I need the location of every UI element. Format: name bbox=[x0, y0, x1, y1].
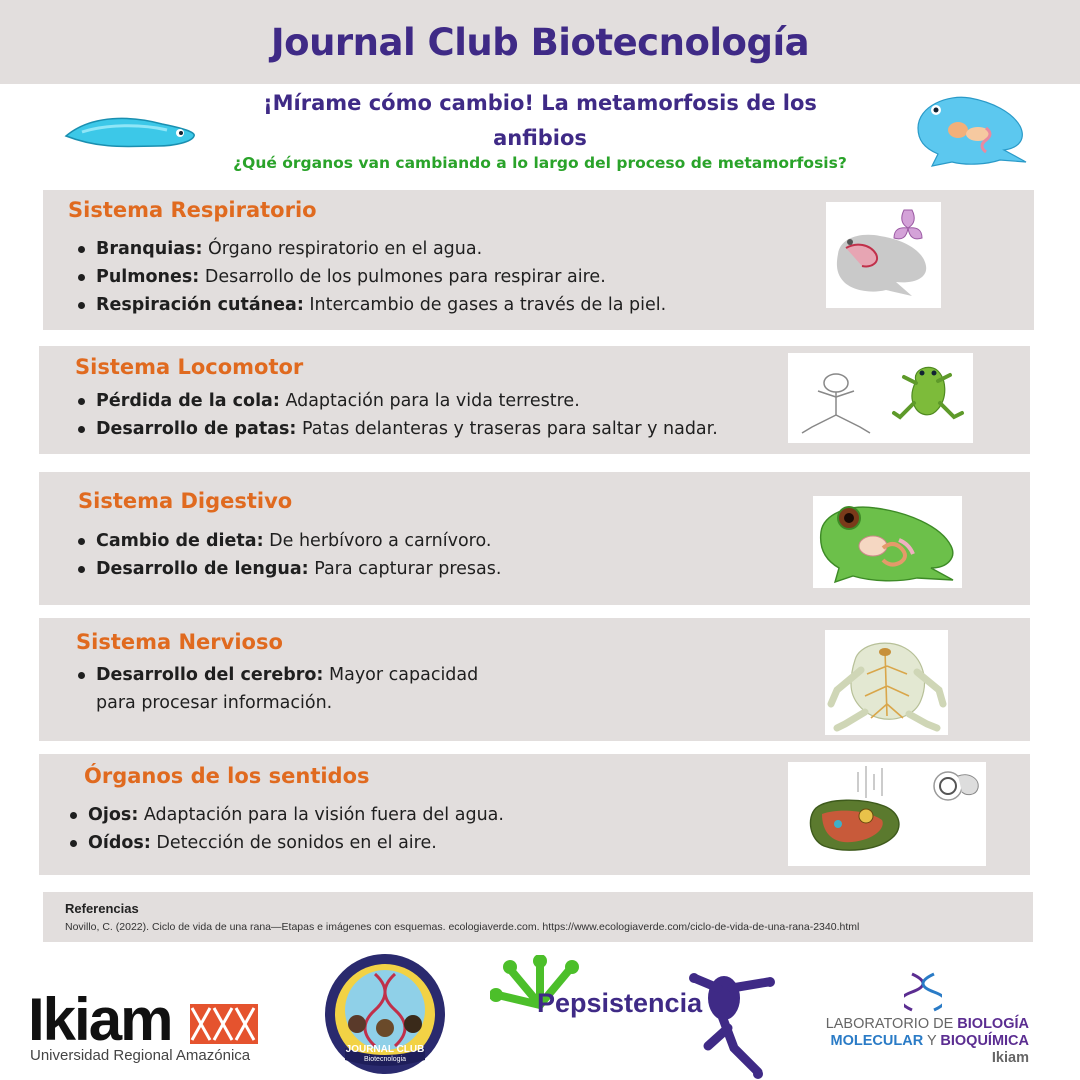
subtitle bbox=[215, 86, 865, 156]
digestive-illustration bbox=[813, 496, 962, 588]
locomotor-illustration bbox=[788, 353, 973, 443]
section-title-senses: Órganos de los sentidos bbox=[84, 764, 370, 788]
lab-logo-w5: BIOQUÍMICA bbox=[940, 1033, 1029, 1049]
card-sense-organs bbox=[39, 754, 1030, 875]
ikiam-pattern-icon bbox=[190, 1004, 258, 1044]
references-panel bbox=[43, 892, 1033, 942]
list-item: Respiración cutánea: Intercambio de gases a través de la piel. bbox=[76, 291, 666, 319]
respiratory-list bbox=[76, 235, 666, 319]
list-item: Branquias: Órgano respiratorio en el agua. bbox=[76, 235, 666, 263]
respiratory-illustration bbox=[826, 202, 941, 308]
senses-list bbox=[68, 801, 504, 857]
ikiam-logo-subtitle: Universidad Regional Amazónica bbox=[30, 1047, 251, 1064]
lab-logo-w6: Ikiam bbox=[991, 1050, 1029, 1066]
list-item: Desarrollo del cerebro: Mayor capacidad para procesar información. bbox=[76, 661, 506, 717]
ikiam-logo-wordmark: Ikiam bbox=[28, 986, 172, 1053]
list-item: Cambio de dieta: De herbívoro a carnívoro. bbox=[76, 527, 501, 555]
subtitle-line-1: ¡Mírame cómo cambio! La metamorfosis de los bbox=[263, 91, 817, 115]
lab-logo-w4: Y bbox=[923, 1033, 941, 1049]
section-title-digestive: Sistema Digestivo bbox=[78, 489, 293, 513]
subtitle-line-2: anfibios bbox=[493, 126, 587, 150]
nervous-illustration bbox=[825, 630, 948, 735]
lab-logo-w1: LABORATORIO DE bbox=[825, 1016, 958, 1032]
journal-club-logo-line2: Biotecnologia bbox=[363, 1056, 407, 1063]
lab-logo-text bbox=[817, 1016, 1029, 1067]
nervous-list bbox=[76, 661, 506, 717]
frog-purple-icon bbox=[688, 968, 780, 1080]
card-respiratory-system bbox=[43, 190, 1034, 330]
guiding-question: ¿Qué órganos van cambiando a lo largo del proceso de metamorfosis? bbox=[233, 154, 847, 172]
section-title-respiratory: Sistema Respiratorio bbox=[68, 198, 317, 222]
list-item: Desarrollo de patas: Patas delanteras y traseras para saltar y nadar. bbox=[76, 415, 718, 443]
references-citation: Novillo, C. (2022). Ciclo de vida de una rana—Etapas e imágenes con esquemas. ecologiaverde.com. https://www.ecologiaverde.com/ciclo-de-vida-de-una-rana-2340.html bbox=[65, 921, 860, 933]
section-title-nervous: Sistema Nervioso bbox=[76, 630, 283, 654]
references-title: Referencias bbox=[65, 901, 139, 916]
tadpole-illustration bbox=[62, 106, 202, 154]
pepsistencia-logo-wordmark: Pepsistencia bbox=[537, 988, 703, 1018]
list-item: Pulmones: Desarrollo de los pulmones para respirar aire. bbox=[76, 263, 666, 291]
list-item: Pérdida de la cola: Adaptación para la vida terrestre. bbox=[76, 387, 718, 415]
lab-logo-w2: BIOLOGÍA bbox=[957, 1016, 1029, 1032]
lab-logo-w3: MOLECULAR bbox=[830, 1033, 924, 1049]
page-header bbox=[0, 0, 1080, 84]
list-item: Ojos: Adaptación para la visión fuera del agua. bbox=[68, 801, 504, 829]
card-nervous-system bbox=[39, 618, 1030, 741]
locomotor-list bbox=[76, 387, 718, 443]
card-digestive-system bbox=[39, 472, 1030, 605]
journal-club-logo-line1: JOURNAL CLUB bbox=[345, 1044, 425, 1055]
digestive-list bbox=[76, 527, 501, 583]
card-locomotor-system bbox=[39, 346, 1030, 454]
list-item: Desarrollo de lengua: Para capturar presas. bbox=[76, 555, 501, 583]
journal-club-logo bbox=[323, 952, 447, 1076]
section-title-locomotor: Sistema Locomotor bbox=[75, 355, 304, 379]
list-item: Oídos: Detección de sonidos en el aire. bbox=[68, 829, 504, 857]
senses-illustration bbox=[788, 762, 986, 866]
dna-icon bbox=[904, 972, 942, 1012]
page-title: Journal Club Biotecnología bbox=[270, 20, 810, 64]
